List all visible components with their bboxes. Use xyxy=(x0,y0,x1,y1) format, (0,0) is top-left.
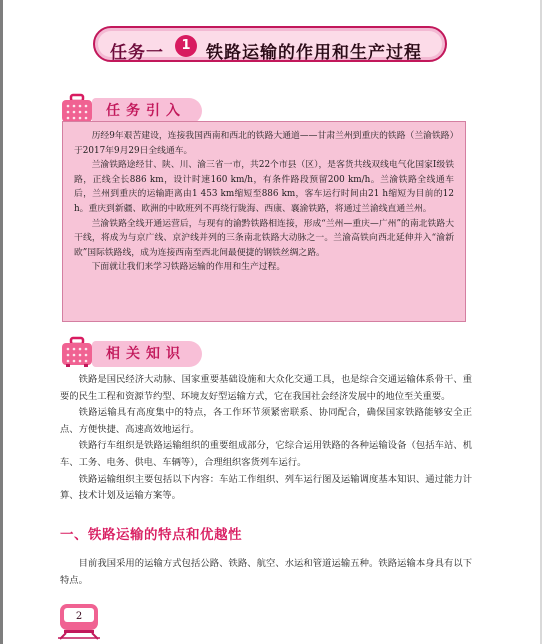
page-number: 2 xyxy=(75,611,83,622)
knowledge-section-title: 相关知识 xyxy=(92,341,202,367)
suitcase-icon xyxy=(60,335,94,369)
task-banner-inner xyxy=(98,31,442,63)
closing-body xyxy=(60,556,472,589)
intro-paragraph: 历经9年艰苦建设，连接我国西南和西北的铁路大通道——甘肃兰州到重庆的铁路（兰渝铁路）于2017年9月29日全线通车。 xyxy=(74,131,454,156)
page-number-badge xyxy=(56,602,102,640)
body-paragraph: 目前我国采用的运输方式包括公路、铁路、航空、水运和管道运输五种。铁路运输本身具有以下特点。 xyxy=(60,558,472,586)
task-banner xyxy=(93,26,447,62)
intro-paragraph: 下面就让我们来学习铁路运输的作用和生产过程。 xyxy=(91,262,286,273)
body-paragraph: 铁路运输组织主要包括以下内容：车站工作组织、列车运行图及运输调度基本知识、通过能力计算、技术计划及运输方案等。 xyxy=(60,473,472,502)
intro-section-title: 任务引入 xyxy=(92,98,202,124)
intro-box xyxy=(62,121,466,322)
task-title: 铁路运输的作用和生产过程 xyxy=(206,43,422,63)
task-number-badge: 1 xyxy=(175,35,197,57)
section-heading: 一、铁路运输的特点和优越性 xyxy=(60,527,242,543)
body-paragraph: 铁路运输具有高度集中的特点，各工作环节须紧密联系、协同配合，确保国家铁路能够安全正点、方便快捷、高速高效地运行。 xyxy=(60,407,472,435)
knowledge-section-header xyxy=(60,335,260,371)
task-label: 任务一 xyxy=(110,43,164,63)
intro-paragraph: 兰渝铁路全线开通运营后，与现有的渝黔铁路相连接，形成“兰州—重庆—广州”的南北铁路大干线，将成为与京广线、京沪线并列的三条南北铁路大动脉之一。兰渝高铁向西北延伸并入“渝新欧”国际铁路线，成为连接西南至西北间最便捷的钢铁丝绸之路。 xyxy=(74,218,454,258)
page-left-edge xyxy=(0,0,3,644)
knowledge-body xyxy=(60,372,472,505)
body-paragraph: 铁路行车组织是铁路运输组织的重要组成部分，它综合运用铁路的各种运输设备（包括车站、机车、工务、电务、供电、车辆等），合理组织客货列车运行。 xyxy=(60,440,472,468)
body-paragraph: 铁路是国民经济大动脉、国家重要基础设施和大众化交通工具，也是综合交通运输体系骨干、重要的民生工程和资源节约型、环境友好型运输方式，它在我国社会经济发展中的地位至关重要。 xyxy=(60,374,472,402)
intro-paragraph: 兰渝铁路途经甘、陕、川、渝三省一市，共22个市县（区），是客货共线双线电气化国家Ⅰ级铁路，正线全长886 km，设计时速160 km/h，有条件路段预留200 km/h。兰渝铁路全线通车后，兰州到重庆的运输距离由1 453 km缩短至886 km，客车运行时间由21 h缩短为目前的12 h。重庆到新疆、欧洲的中欧班列不再绕行陇海、西康、襄渝铁路，将通过兰渝线直通兰州。 xyxy=(74,160,454,214)
